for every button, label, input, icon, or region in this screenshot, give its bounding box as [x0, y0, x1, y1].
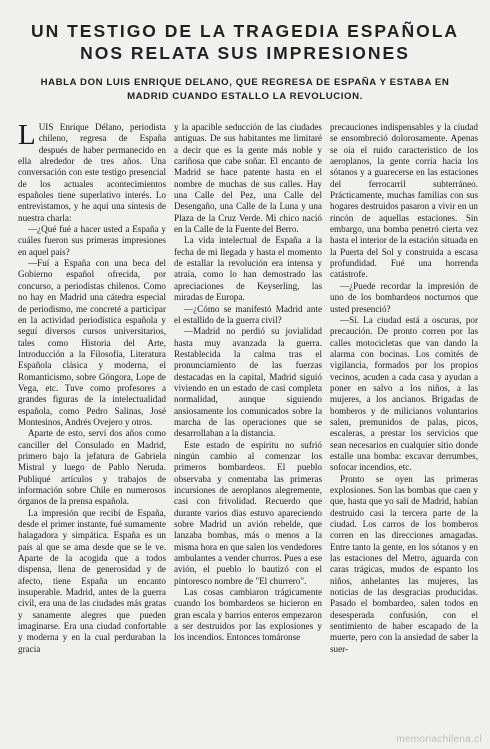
article-column-3	[330, 122, 478, 732]
article-paragraph: —Madrid no perdió su jovialidad hasta muy avanzada la guerra. Restablecida la calma tras el pronunciamiento de las fuerzas destacadas en la capital, Madrid siguió viviendo en un estado de casi completa normalidad, aunque siguiendo ansiosamente los comunicados sobre la marcha de las operaciones que se desarrollaban a la distancia.	[174, 326, 322, 439]
subheadline-line-2: MADRID CUANDO ESTALLO LA REVOLUCION.	[127, 91, 363, 102]
subheadline-line-1: HABLA DON LUIS ENRIQUE DELANO, QUE REGRESA DE ESPAÑA Y ESTABA EN	[40, 77, 450, 88]
article-paragraph: Aparte de esto, serví dos años como canciller del Consulado en Madrid, primero bajo la jefatura de Gabriela Mistral y luego de Pablo Neruda. Publiqué artículos y trabajos de información sobre Chile en numerosos órganos de la prensa española.	[18, 428, 166, 507]
article-paragraph: La impresión que recibí de España, desde el primer instante, fué sumamente halagadora y simpática. España es un país al que se ama desde que se le ve. Aparte de la acogida que a todos dispensa, llena de generosidad y de afecto, tiene España un encanto insuperable. Madrid, antes de la guerra civil, era una de las ciudades más gratas y sanamente alegres que pueden imaginarse. Era una ciudad confortable y moderna y en la cual perduraban la gracia	[18, 507, 166, 654]
article-column-2	[174, 122, 322, 732]
article-paragraph: precauciones indispensables y la ciudad se ensombreció dolorosamente. Apenas se oía el ruido característico de los aeroplanos, la gente corría hacia los sótanos y a guarecerse en las estaciones del ferrocarril subterráneo. Prácticamente, muchas familias con sus hogares destruidos pasaron a vivir en un rincón de aquellas estaciones. Sin embargo, una bomba penetró cierta vez hasta el interior de la estación situada en la Puerta del Sol y construida a escasa profundidad. Fué una horrenda catástrofe.	[330, 122, 478, 280]
article-paragraph: Este estado de espíritu no sufrió ningún cambio al comenzar los primeros bombardeos. El pueblo observaba y comentaba las primeras incursiones de aeroplanos alegremente, casi con frivolidad. Recuerdo que durante varios días estuvo apareciendo sobre Madrid un avión rebelde, que lanzaba bombas, más o menos a la misma hora en que salen los vendedores ambulantes a vender churros. Pues a ese avión, el pueblo lo bautizó con el pintoresco nombre de "El churrero".	[174, 439, 322, 586]
article-paragraph: Pronto se oyen las primeras explosiones. Son las bombas que caen y que, hasta que yo salí de Madrid, habían destruido casi la tercera parte de la ciudad. Los carros de los bomberos corren en las direcciones amagadas. Entre tanto la gente, en los sótanos y en las estaciones del Metro, aguarda con caras trágicas, mudos de espanto los niños, anhelantes las mujeres, las noticias de las desgracias producidas. Pasado el bombardeo, salen todos en desesperada confusión, con el sentimiento de haber escapado de la muerte, pero con la ansiedad de saber la suer-	[330, 473, 478, 654]
source-watermark: memoriachilena.cl	[396, 734, 482, 745]
article-paragraph: LUIS Enrique Délano, periodista chileno, regresa de España después de haber permanecido en ella alrededor de tres años. Una conversación con este testigo presencial de los actuales acontecimientos españoles tiene superlativo interés. Lo entrevistamos, y he aquí una síntesis de nuestra charla:	[18, 122, 166, 223]
article-paragraph: —Fuí a España con una beca del Gobierno español ofrecida, por concurso, a periodistas chilenos. Como no hay en Madrid una cátedra especial de periodismo, me concreté a participar en la actividad periodística española y seguí diversos cursos universitarios, tales como Historia del Arte, Introducción a la Filosofía, Literatura Española clásica y moderna, el Romanticismo, sobre Góngora, Lope de Vega, etc. Tuve como profesores a grandes figuras de la intelectualidad española, como Pedro Salinas, José Montesinos, Andrés Ovejero y otros.	[18, 258, 166, 427]
article-paragraph: La vida intelectual de España a la fecha de mi llegada y hasta el momento de estallar la revolución era intensa y atraía, como lo han demostrado las apreciaciones de Keyserling, las miradas de Europa.	[174, 235, 322, 303]
subheadline	[14, 76, 476, 104]
article-body	[18, 122, 480, 732]
article-paragraph: —¿Puede recordar la impresión de uno de los bombardeos nocturnos que usted presenció?	[330, 280, 478, 314]
article-paragraph: —¿Qué fué a hacer usted a España y cuáles fueron sus primeras impresiones en aquel país?	[18, 224, 166, 257]
article-paragraph: Las cosas cambiaron trágicamente cuando los bombardeos se hicieron en gran escala y barrios enteros empezaron a ser destruidos por las explosiones y los incendios. Entonces tomáronse	[174, 587, 322, 643]
article-paragraph: —¿Cómo se manifestó Madrid ante el estallido de la guerra civil?	[174, 303, 322, 325]
article-paragraph: —Sí. La ciudad está a oscuras, por precaución. De pronto corren por las calles motocicletas que van dando la alarma con bocinas. Los comités de vigilancia, formados por los propios vecinos, acuden a cada casa y ayudan a poner en salvo a los niños, a las mujeres, a los ancianos. Brigadas de bomberos y de milicianos voluntarios salen, premunidos de palas, picos, escaleras, a prestar los servicios que sean necesarios en cualquier sitio donde estalle una bomba: excavar derrumbes, sofocar incendios, etc.	[330, 314, 478, 473]
headline-line-1: UN TESTIGO DE LA TRAGEDIA ESPAÑOLA	[30, 21, 460, 41]
headline	[12, 20, 478, 64]
drop-cap: L	[18, 122, 36, 151]
headline-line-2: NOS RELATA SUS IMPRESIONES	[80, 43, 410, 63]
article-paragraph: y la apacible seducción de las ciudades antiguas. De sus habitantes me limitaré a decir que es la gente más noble y cariñosa que cabe soñar. El encanto de Madrid se hace patente hasta en el nombre de muchas de sus calles. Hay una Calle del Pez, una Calle del Desengaño, una Calle de la Luna y una Plaza de la Cruz Verde. Mi chico nació en la Calle de la Fuente del Berro.	[174, 122, 322, 235]
article-column-1	[18, 122, 166, 732]
